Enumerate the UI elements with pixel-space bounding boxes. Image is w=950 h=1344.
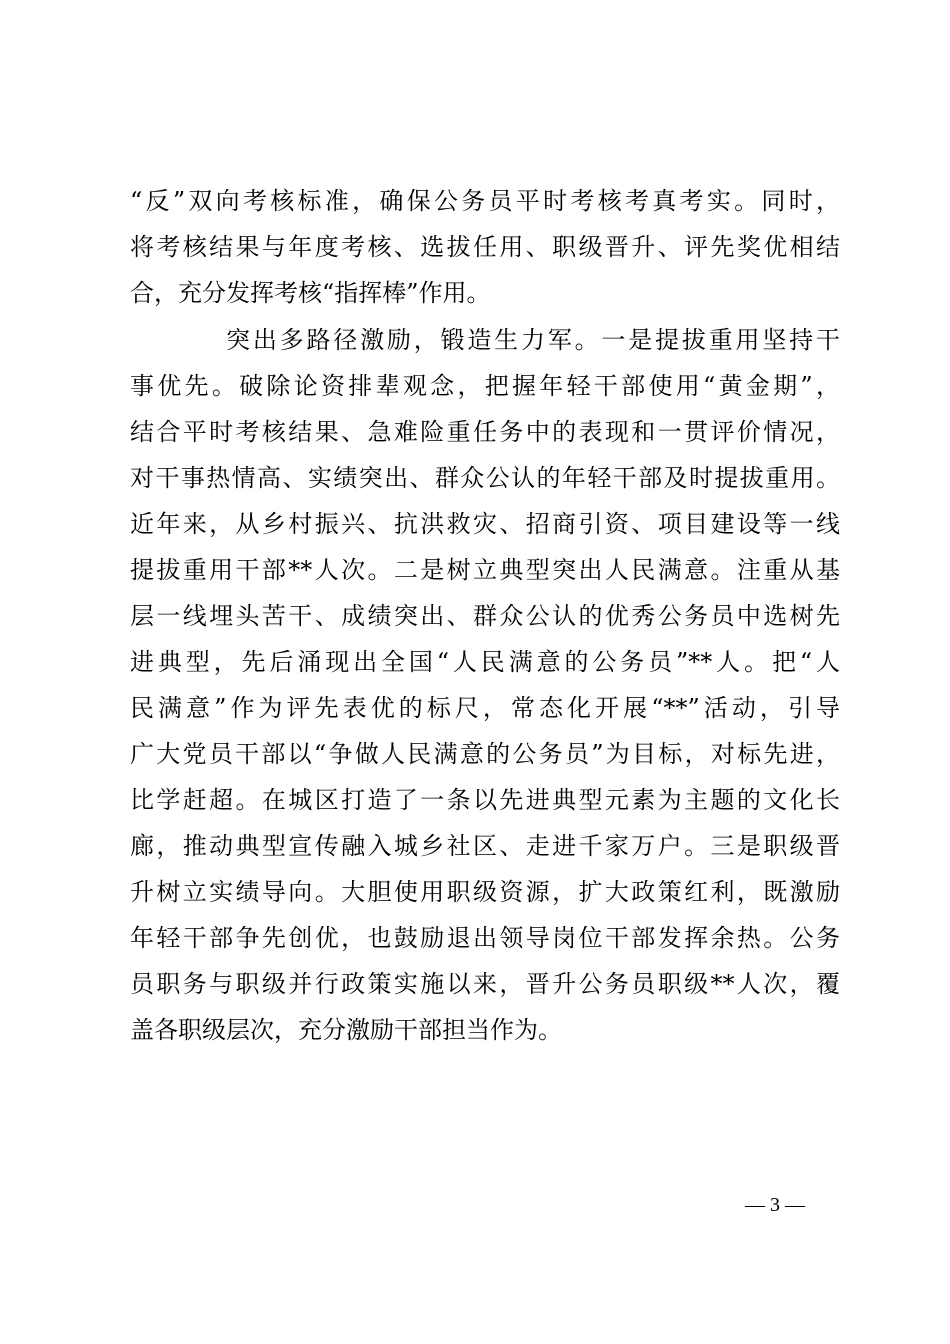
text-line: 年轻干部争先创优，也鼓励退出领导岗位干部发挥余热。公务 bbox=[130, 924, 840, 952]
text-line: 层一线埋头苦干、成绩突出、群众公认的优秀公务员中选树先 bbox=[130, 602, 840, 630]
text-line: 事优先。破除论资排辈观念，把握年轻干部使用“黄金期”， bbox=[130, 372, 840, 400]
text-line: 突出多路径激励，锻造生力军。一是提拔重用坚持干 bbox=[226, 326, 840, 354]
text-line: 对干事热情高、实绩突出、群众公认的年轻干部及时提拔重用。 bbox=[130, 464, 840, 492]
text-line: 将考核结果与年度考核、选拔任用、职级晋升、评先奖优相结 bbox=[130, 233, 840, 261]
text-line: 近年来，从乡村振兴、抗洪救灾、招商引资、项目建设等一线 bbox=[130, 510, 840, 538]
text-line: 进典型，先后涌现出全国“人民满意的公务员”**人。把“人 bbox=[130, 648, 840, 676]
paragraph-incentives bbox=[130, 317, 840, 1053]
text-line: 升树立实绩导向。大胆使用职级资源，扩大政策红利，既激励 bbox=[130, 878, 840, 906]
paragraph-assessment bbox=[130, 178, 840, 316]
text-line: 比学赶超。在城区打造了一条以先进典型元素为主题的文化长 bbox=[130, 786, 840, 814]
text-line: 盖各职级层次，充分激励干部担当作为。 bbox=[130, 1016, 562, 1044]
text-line: 廊，推动典型宣传融入城乡社区、走进千家万户。三是职级晋 bbox=[130, 832, 840, 860]
text-line: 广大党员干部以“争做人民满意的公务员”为目标，对标先进， bbox=[130, 740, 840, 768]
text-line: 结合平时考核结果、急难险重任务中的表现和一贯评价情况， bbox=[130, 418, 840, 446]
page-number: — 3 — bbox=[745, 1194, 805, 1216]
text-line: 提拔重用干部**人次。二是树立典型突出人民满意。注重从基 bbox=[130, 556, 840, 584]
text-line: 员职务与职级并行政策实施以来，晋升公务员职级**人次，覆 bbox=[130, 970, 840, 998]
text-line: 合，充分发挥考核“指挥棒”作用。 bbox=[130, 279, 491, 307]
text-line: 民满意”作为评先表优的标尺，常态化开展“**”活动，引导 bbox=[130, 694, 840, 722]
text-line: “反”双向考核标准，确保公务员平时考核考真考实。同时， bbox=[130, 187, 840, 215]
